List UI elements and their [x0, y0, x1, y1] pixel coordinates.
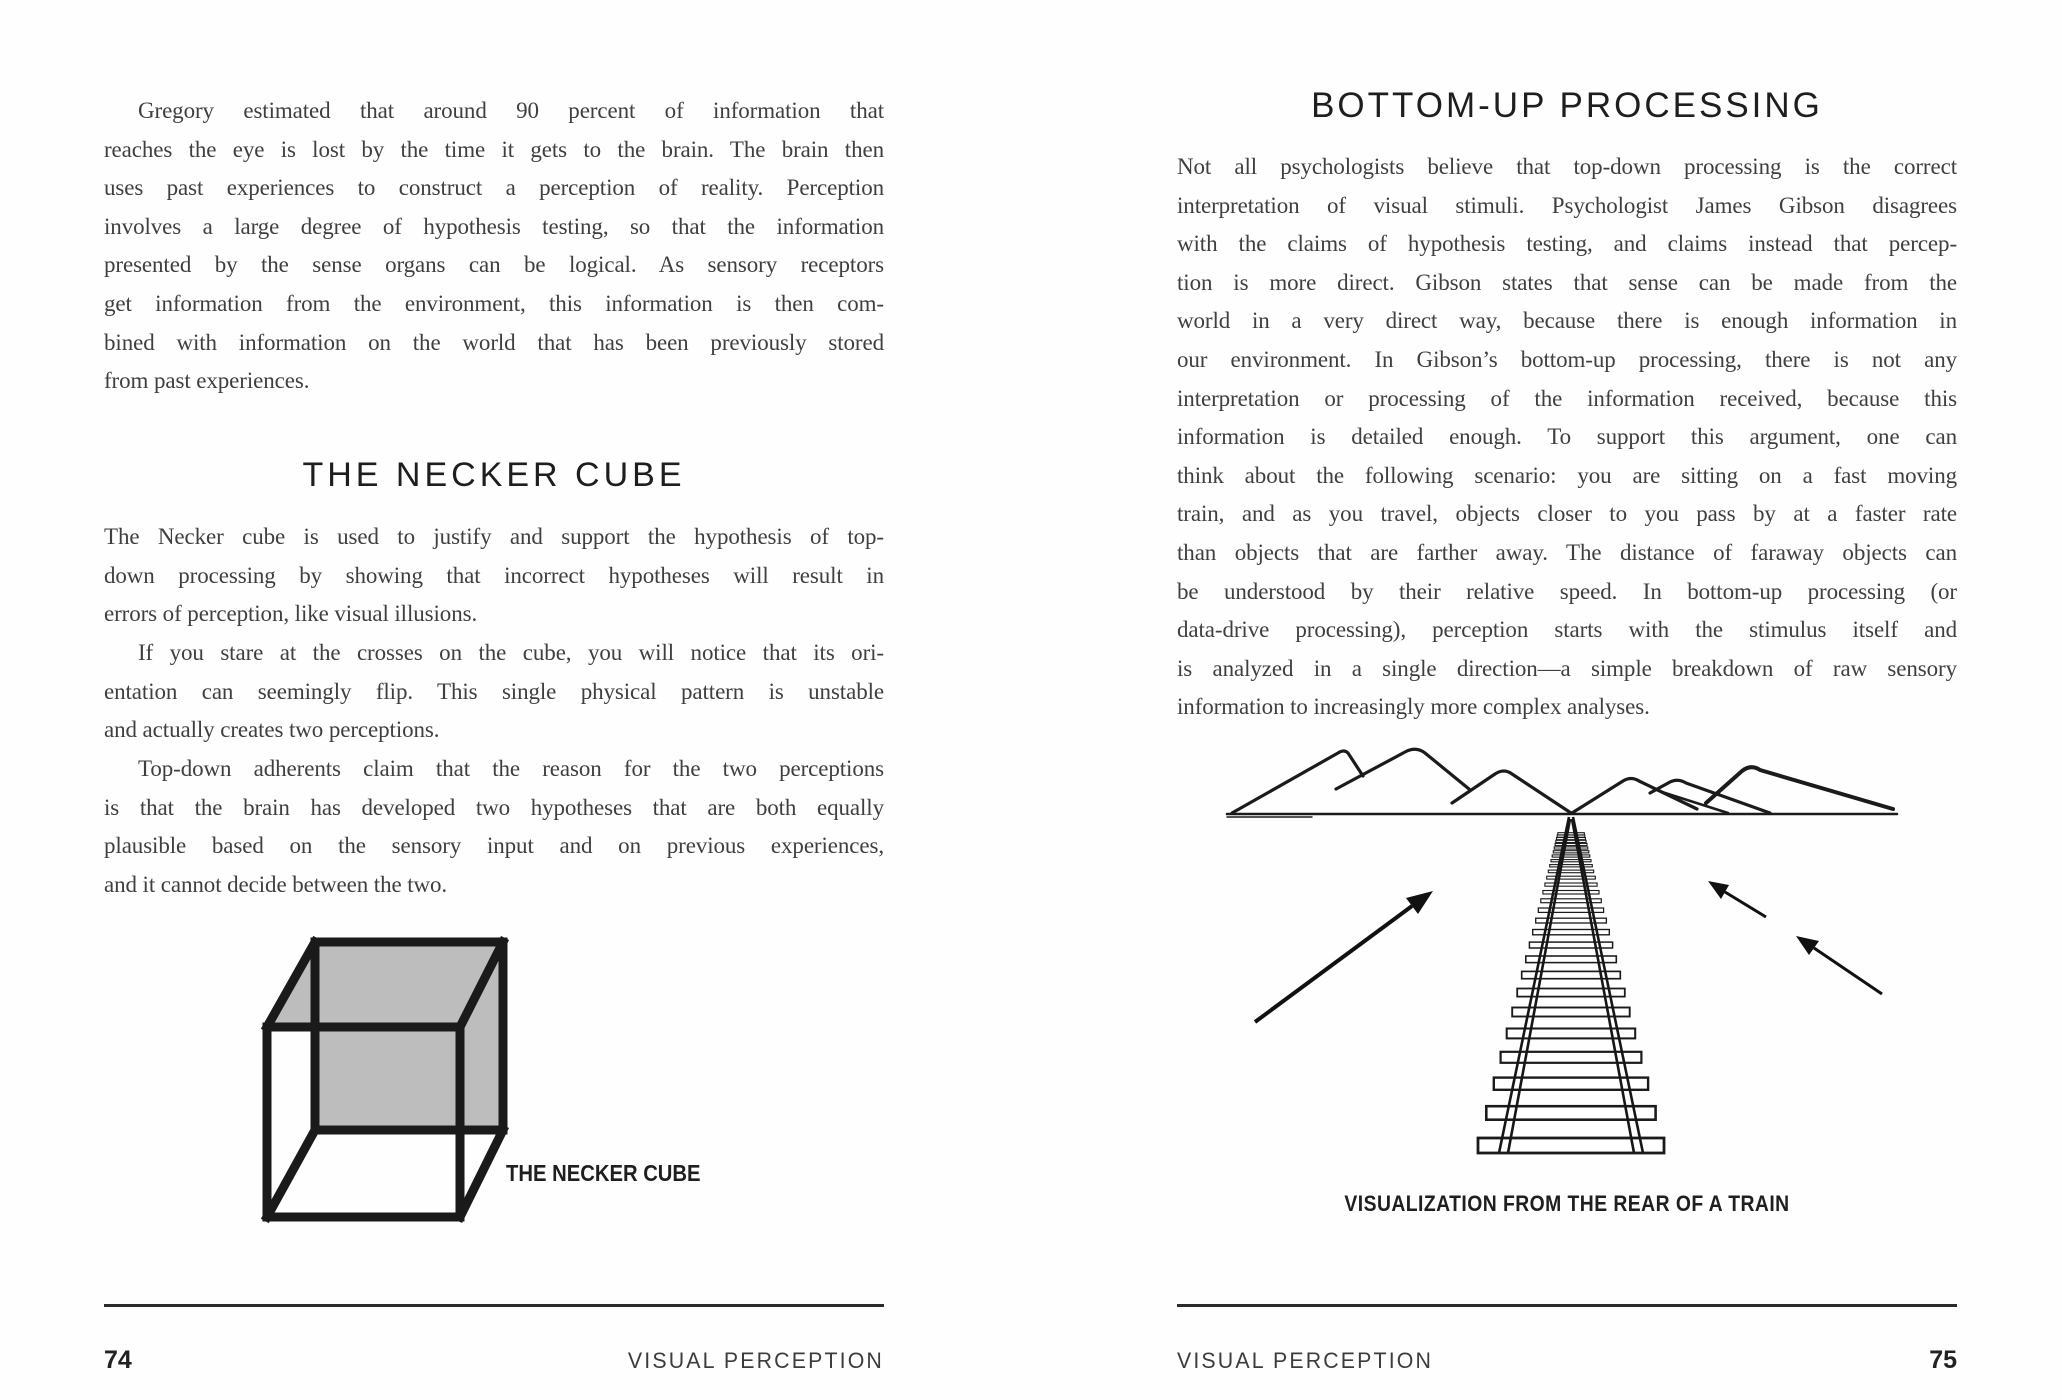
text-line: is that the brain has developed two hypotheses that are both equally	[104, 794, 884, 820]
text-line: entation can seemingly flip. This single physical pattern is unstable	[104, 678, 884, 704]
text-line: think about the following scenario: you are sitting on a fast moving	[1177, 462, 1957, 488]
text-line: involves a large degree of hypothesis testing, so that the information	[104, 213, 884, 239]
railroad-tie	[1555, 843, 1587, 845]
mountains-right	[1572, 767, 1893, 813]
railroad-tie	[1548, 870, 1593, 873]
text-line: Not all psychologists believe that top-down processing is the correct	[1177, 154, 1957, 179]
text-line: information to increasingly more complex analyses.	[1177, 694, 1650, 720]
railroad-tie	[1551, 860, 1591, 862]
mountains-left	[1232, 749, 1571, 813]
page-number-left: 74	[104, 1346, 132, 1374]
text-line: and actually creates two perceptions.	[104, 717, 440, 743]
text-line: Top-down adherents claim that the reason for the two perceptions	[138, 756, 884, 781]
text-line: our environment. In Gibson’s bottom-up processing, there is not any	[1177, 346, 1957, 372]
railroad-tie	[1545, 883, 1597, 886]
text-line: than objects that are farther away. The distance of faraway objects can	[1177, 539, 1957, 565]
railroad-tie	[1550, 865, 1593, 867]
railroad-tie	[1478, 1138, 1664, 1153]
text-line: and it cannot decide between the two.	[104, 871, 448, 897]
railroad-tie	[1507, 1029, 1636, 1039]
text-line: world in a very direct way, because there is enough information in	[1177, 308, 1957, 334]
footer-rule-right	[1177, 1304, 1957, 1307]
railroad-tie	[1486, 1106, 1655, 1120]
text-line: bined with information on the world that has been previously stored	[104, 329, 884, 355]
railroad-ties	[1478, 833, 1664, 1153]
section-heading-necker-cube: THE NECKER CUBE	[302, 456, 686, 494]
text-line: If you stare at the crosses on the cube, you will notice that its ori-	[138, 640, 884, 665]
text-line: plausible based on the sensory input and on previous experiences,	[104, 833, 884, 859]
text-line: uses past experiences to construct a perception of reality. Perception	[104, 175, 884, 201]
arrow-upper-right	[1708, 881, 1766, 917]
text-line: tion is more direct. Gibson states that sense can be made from the	[1177, 269, 1957, 295]
train-perspective-figure	[1200, 736, 1910, 1178]
railroad-tie	[1558, 833, 1585, 835]
footer-left	[104, 1346, 884, 1375]
text-line: interpretation of visual stimuli. Psychologist James Gibson disagrees	[1177, 192, 1957, 218]
railroad-tie	[1501, 1052, 1642, 1063]
necker-cube-figure	[250, 925, 520, 1235]
railroad-tie	[1543, 891, 1599, 895]
paragraph-necker-2	[104, 634, 884, 750]
paragraph-gregory	[104, 92, 884, 401]
text-line: The Necker cube is used to justify and support the hypothesis of top-	[104, 524, 884, 549]
footer-rule-left	[104, 1304, 884, 1307]
text-line: presented by the sense organs can be logical. As sensory receptors	[104, 252, 884, 278]
text-line: is analyzed in a single direction—a simple breakdown of raw sensory	[1177, 655, 1957, 681]
running-footer-right: VISUAL PERCEPTION	[1177, 1348, 1434, 1373]
railroad-tie	[1553, 851, 1589, 853]
text-line: errors of perception, like visual illusions.	[104, 601, 478, 627]
text-line: reaches the eye is lost by the time it gets to the brain. The brain then	[104, 136, 884, 162]
text-line: data-drive processing), perception starts with the stimulus itself and	[1177, 617, 1957, 643]
necker-cube-caption: THE NECKER CUBE	[506, 1160, 701, 1186]
section-heading-bottom-up: BOTTOM-UP PROCESSING	[1311, 86, 1823, 125]
text-line: get information from the environment, this information is then com-	[104, 290, 884, 316]
footer-right	[1177, 1346, 1957, 1375]
text-line: down processing by showing that incorrect hypotheses will result in	[104, 562, 884, 588]
text-line: with the claims of hypothesis testing, and claims instead that percep-	[1177, 231, 1957, 257]
paragraph-necker-3	[104, 750, 884, 904]
page-number-right: 75	[1929, 1346, 1957, 1374]
railroad-tie	[1552, 855, 1590, 857]
text-line: interpretation or processing of the information received, because this	[1177, 385, 1957, 411]
arrow-lower-right	[1796, 936, 1882, 994]
railroad-tie	[1541, 899, 1602, 903]
text-line: information is detailed enough. To support this argument, one can	[1177, 424, 1957, 450]
text-line: train, and as you travel, objects closer to you pass by at a faster rate	[1177, 501, 1957, 527]
railroad-tie	[1557, 838, 1586, 840]
running-footer-left: VISUAL PERCEPTION	[627, 1348, 884, 1373]
text-line: from past experiences.	[104, 368, 310, 394]
text-line: Gregory estimated that around 90 percent of information that	[138, 98, 884, 123]
railroad-tie	[1547, 876, 1596, 879]
arrow-left	[1255, 891, 1433, 1022]
railroad-tie	[1556, 840, 1586, 842]
text-line: be understood by their relative speed. In bottom-up processing (or	[1177, 578, 1957, 604]
railroad-tie	[1554, 847, 1588, 849]
paragraph-bottom-up	[1177, 148, 1957, 727]
train-figure-caption: VISUALIZATION FROM THE REAR OF A TRAIN	[1344, 1191, 1790, 1216]
paragraph-necker-1	[104, 518, 884, 634]
railroad-tie	[1494, 1078, 1648, 1090]
